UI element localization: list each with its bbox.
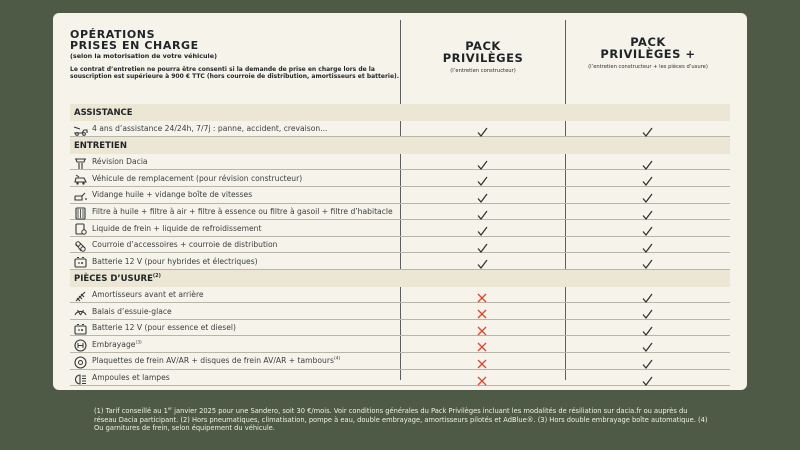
check-icon: [640, 156, 654, 168]
table-row: [70, 287, 730, 304]
cross-icon: [475, 355, 489, 367]
section-header: [70, 270, 730, 287]
row-label-text: Véhicule de remplacement (pour révision constructeur): [92, 173, 303, 183]
row-label-text: Vidange huile + vidange boîte de vitesses: [92, 190, 253, 200]
headlight-icon: [73, 371, 88, 385]
row-label: [92, 373, 170, 382]
row-label-text: Liquide de frein + liquide de refroidissement: [92, 223, 262, 233]
check-icon: [475, 123, 489, 135]
battery-icon: [73, 321, 88, 335]
page-title-line2: PRISES EN CHARGE: [70, 39, 199, 52]
check-icon: [475, 239, 489, 251]
replacement-car-icon: [73, 171, 88, 185]
footnote-sup: er: [167, 406, 173, 411]
section-label-sup: (2): [152, 272, 161, 279]
check-icon: [640, 372, 654, 384]
row-label: [92, 124, 327, 133]
table-row: [70, 121, 730, 138]
check-icon: [475, 206, 489, 218]
section-label: [74, 107, 133, 118]
column-note: (l’entretien constructeur + les pièces d’usure): [588, 64, 708, 70]
row-label: [92, 257, 258, 266]
row-label: [92, 190, 252, 199]
table-row: [70, 237, 730, 254]
row-label: [92, 174, 302, 183]
section-label: [74, 140, 127, 151]
check-icon: [640, 123, 654, 135]
column-header-pack: [401, 41, 565, 74]
section-header: [70, 104, 730, 121]
table-row: [70, 336, 730, 353]
car-lift-icon: [73, 155, 88, 169]
row-label-text: Révision Dacia: [92, 157, 148, 167]
check-icon: [475, 189, 489, 201]
table-row: [70, 353, 730, 370]
row-label: [92, 240, 278, 249]
row-label-text: 4 ans d’assistance 24/24h, 7/7j : panne, accident, crevaison...: [92, 124, 328, 134]
row-label-text: Courroie d’accessoires + courroie de distribution: [92, 240, 278, 250]
column-title-line2: PRIVILÈGES: [442, 50, 524, 65]
row-label-text: Ampoules et lampes: [92, 373, 170, 382]
check-icon: [640, 255, 654, 267]
table-row: [70, 187, 730, 204]
page-title-line1: OPÉRATIONS: [70, 28, 156, 41]
oil-can-icon: [73, 188, 88, 202]
row-label: [92, 323, 236, 332]
row-label: [92, 307, 172, 316]
cross-icon: [475, 372, 489, 384]
row-label-text: Amortisseurs avant et arrière: [92, 290, 204, 300]
clutch-icon: [73, 337, 88, 351]
row-label-text: Filtre à huile + filtre à air + filtre à essence ou filtre à gasoil + filtre d’habitacle: [92, 207, 393, 217]
check-icon: [640, 206, 654, 218]
check-icon: [640, 355, 654, 367]
cross-icon: [475, 338, 489, 350]
table-row: [70, 220, 730, 237]
fluid-icon: [73, 221, 88, 235]
row-label: [92, 290, 204, 299]
table-row: [70, 170, 730, 187]
check-icon: [475, 172, 489, 184]
check-icon: [475, 156, 489, 168]
cross-icon: [475, 305, 489, 317]
table-row: [70, 320, 730, 337]
wiper-icon: [73, 304, 88, 318]
check-icon: [640, 239, 654, 251]
check-icon: [640, 189, 654, 201]
check-icon: [640, 222, 654, 234]
battery-icon: [73, 254, 88, 268]
check-icon: [640, 305, 654, 317]
footnotes: [94, 405, 708, 432]
check-icon: [475, 222, 489, 234]
cross-icon: [475, 289, 489, 301]
check-icon: [640, 289, 654, 301]
check-icon: [640, 322, 654, 334]
column-title-line2: PRIVILÈGES +: [600, 46, 696, 61]
row-label-text: Batterie 12 V (pour essence et diesel): [92, 323, 236, 333]
check-icon: [475, 255, 489, 267]
cross-icon: [475, 322, 489, 334]
row-label-sup: (4): [333, 356, 341, 362]
section-header: [70, 137, 730, 154]
column-title-line1: PACK: [465, 39, 501, 53]
disclaimer-text: Le contrat d’entretien ne pourra être consenti si la demande de prise en charge lors de la souscription est supérieure à 900 € TTC (hors courroie de distribution, amortisseurs et batterie).: [70, 66, 400, 81]
table-row: [70, 154, 730, 171]
table-row: [70, 370, 730, 387]
column-title-line1: PACK: [630, 35, 666, 49]
tow-truck-icon: [73, 122, 88, 136]
row-label-text: Embrayage: [92, 339, 136, 349]
brake-disc-icon: [73, 354, 88, 368]
section-label-text: PIÈCES D’USURE: [74, 273, 153, 284]
check-icon: [640, 338, 654, 350]
table-row: [70, 253, 730, 270]
belt-icon: [73, 238, 88, 252]
filter-icon: [73, 205, 88, 219]
footnote-text: janvier 2025 pour une Sandero, soit 30 €/mois. Voir conditions générales du Pack Privilèges incluant les modalités de résiliation sur dacia.fr ou auprès du réseau Dacia participant. (2) Hors pneumatiques, climatisation, pompe à eau, double embrayage, amortisseurs pilotés et AdBlue®. (3) Hors double embrayage boîte automatique. (4) Ou garnitures de frein, selon équipement du véhicule.: [94, 407, 708, 433]
column-header-pack-plus: [566, 37, 730, 70]
row-label-text: Plaquettes de frein AV/AR + disques de frein AV/AR + tambours: [92, 356, 334, 366]
row-label-text: Balais d’essuie-glace: [92, 306, 172, 316]
footnote-text: (1) Tarif conseillé au 1: [94, 407, 168, 416]
row-label: [92, 157, 148, 166]
page-subtitle: (selon la motorisation de votre véhicule): [70, 52, 217, 60]
column-note: (l’entretien constructeur): [450, 68, 516, 74]
section-label-text: ENTRETIEN: [74, 141, 127, 152]
row-label-text: Batterie 12 V (pour hybrides et électriques): [92, 256, 258, 266]
row-label: [92, 224, 261, 233]
row-label-sup: (3): [135, 340, 142, 346]
table-header: [70, 29, 400, 81]
row-label: [92, 340, 142, 349]
shock-absorber-icon: [73, 288, 88, 302]
section-label-text: ASSISTANCE: [74, 107, 133, 118]
table-row: [70, 204, 730, 221]
row-label: [92, 356, 340, 365]
section-label: [74, 273, 161, 284]
comparison-card: [53, 13, 747, 390]
row-label: [92, 207, 393, 216]
table-row: [70, 303, 730, 320]
comparison-table: [70, 104, 730, 386]
check-icon: [640, 172, 654, 184]
